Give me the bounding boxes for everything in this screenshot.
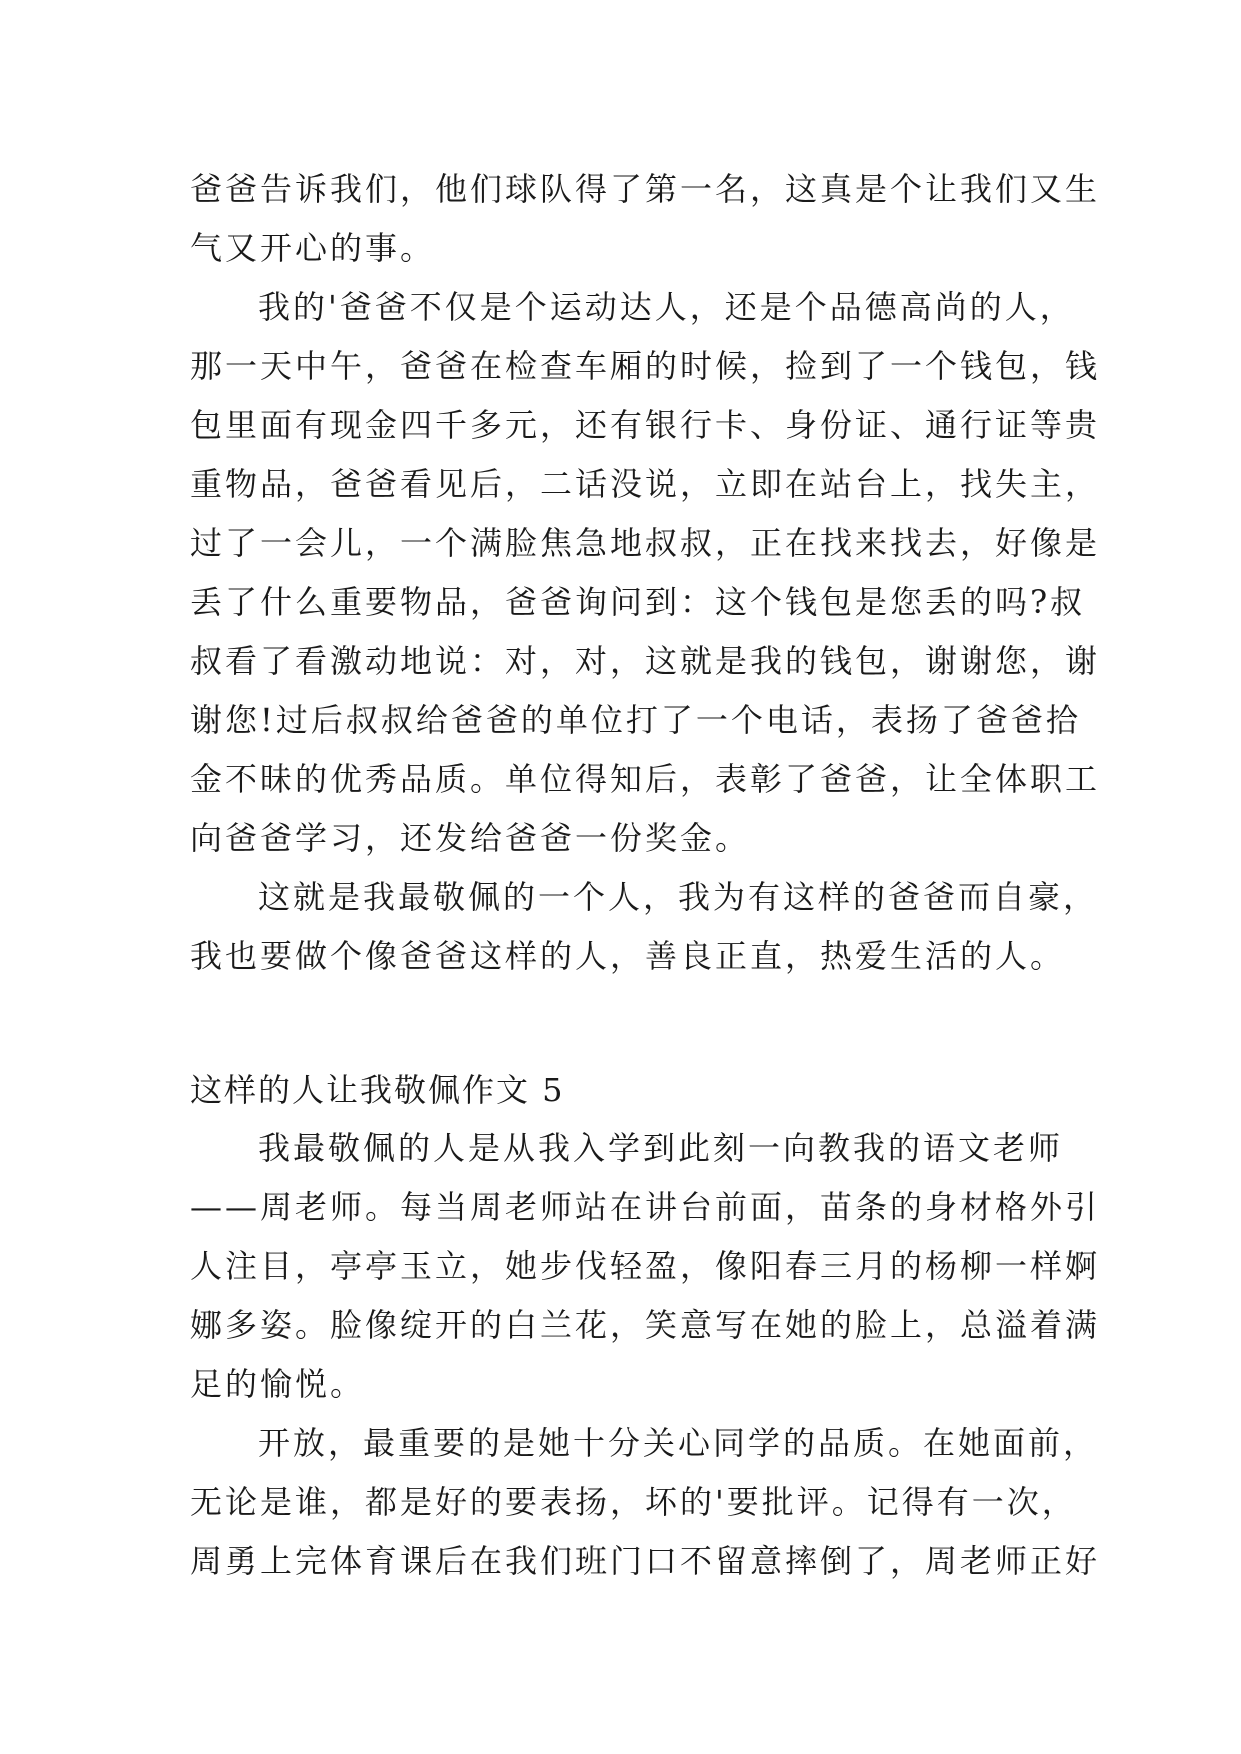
text-line: 包里面有现金四千多元，还有银行卡、身份证、通行证等贵 [190, 406, 1101, 444]
text-line: 那一天中午，爸爸在检查车厢的时候，捡到了一个钱包，钱 [190, 347, 1101, 385]
text-line: 叔看了看激动地说：对，对，这就是我的钱包，谢谢您，谢 [190, 642, 1101, 680]
paragraph-teacher-intro [190, 1119, 1101, 1414]
text-line: 人注目，亭亭玉立，她步伐轻盈，像阳春三月的杨柳一样婀 [190, 1247, 1101, 1285]
paragraph-father-honesty [190, 278, 1101, 868]
paragraph-teacher-care [190, 1414, 1101, 1591]
paragraph-continuation [190, 160, 1101, 278]
text-line: 娜多姿。脸像绽开的白兰花，笑意写在她的脸上，总溢着满 [190, 1306, 1101, 1344]
text-line: 这就是我最敬佩的一个人，我为有这样的爸爸而自豪， [258, 878, 1099, 916]
paragraph-conclusion [190, 868, 1099, 986]
text-line: ——周老师。每当周老师站在讲台前面，苗条的身材格外引 [190, 1188, 1101, 1226]
text-line: 我的'爸爸不仅是个运动达人，还是个品德高尚的人， [258, 288, 1075, 326]
text-line: 无论是谁，都是好的要表扬，坏的'要批评。记得有一次， [190, 1483, 1077, 1521]
text-line: 金不昧的优秀品质。单位得知后，表彰了爸爸，让全体职工 [190, 760, 1101, 798]
text-line: 丢了什么重要物品，爸爸询问到：这个钱包是您丢的吗?叔 [190, 583, 1086, 621]
text-line: 爸爸告诉我们，他们球队得了第一名，这真是个让我们又生 [190, 170, 1101, 208]
text-line: 足的愉悦。 [190, 1365, 366, 1403]
text-line: 周勇上完体育课后在我们班门口不留意摔倒了，周老师正好 [190, 1542, 1101, 1580]
text-line: 我也要做个像爸爸这样的人，善良正直，热爱生活的人。 [190, 937, 1066, 975]
text-line: 过了一会儿，一个满脸焦急地叔叔，正在找来找去，好像是 [190, 524, 1101, 562]
section-gap [190, 986, 1060, 1061]
text-line: 重物品，爸爸看见后，二话没说，立即在站台上，找失主， [190, 465, 1101, 503]
section-title: 这样的人让我敬佩作文 5 [190, 1071, 565, 1109]
text-line: 开放，最重要的是她十分关心同学的品质。在她面前， [258, 1424, 1099, 1462]
text-line: 向爸爸学习，还发给爸爸一份奖金。 [190, 819, 751, 857]
document-page [190, 160, 1101, 1591]
text-line: 我最敬佩的人是从我入学到此刻一向教我的语文老师 [258, 1129, 1064, 1167]
text-line: 谢您!过后叔叔给爸爸的单位打了一个电话，表扬了爸爸拾 [190, 701, 1081, 739]
text-line: 气又开心的事。 [190, 229, 436, 267]
